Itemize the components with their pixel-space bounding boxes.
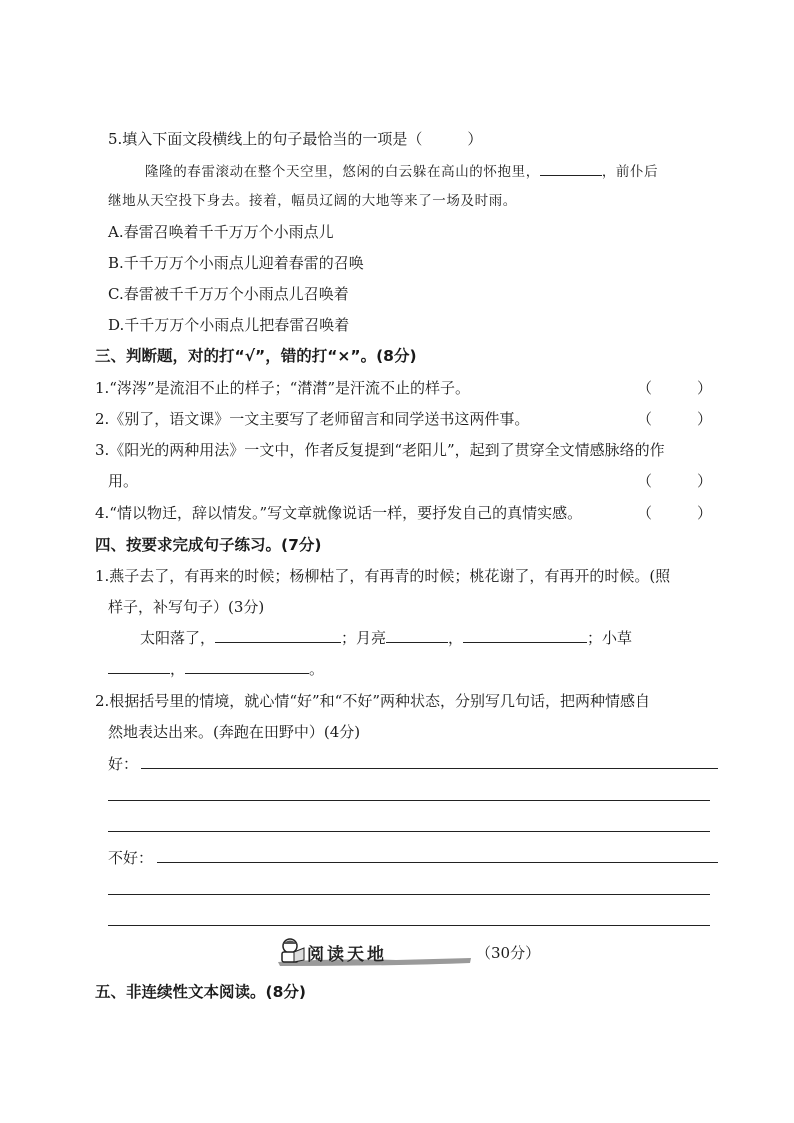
- judge-item-2: 2.《别了，语文课》一文主要写了老师留言和同学送书这两件事。: [95, 410, 530, 428]
- passage-blank[interactable]: [540, 161, 602, 176]
- section4-title: 四、按要求完成句子练习。(7分): [95, 536, 322, 554]
- good-label: 好：: [108, 755, 139, 773]
- q5-option-b[interactable]: B.千千万万个小雨点儿迎着春雷的召唤: [108, 254, 364, 272]
- fill-blank-3[interactable]: [463, 628, 587, 643]
- fill-comma-2: ，: [170, 660, 186, 678]
- fill-blank-4[interactable]: [108, 659, 170, 674]
- judge-answer-1[interactable]: （ ）: [637, 379, 713, 397]
- bad-label: 不好：: [108, 849, 154, 867]
- fill-period: 。: [309, 660, 325, 678]
- bad-answer-line-1[interactable]: [157, 862, 718, 863]
- judge-item-4: 4.“情以物迁，辞以情发。”写文章就像说话一样，要抒发自己的真情实感。: [95, 504, 583, 522]
- judge-answer-4[interactable]: （ ）: [637, 504, 713, 522]
- good-answer-line-1[interactable]: [141, 768, 718, 769]
- fill-comma: ，: [448, 629, 464, 647]
- fill-blank-5[interactable]: [185, 659, 309, 674]
- good-answer-line-3[interactable]: [108, 831, 710, 832]
- s4-q1-fill-line2: [108, 659, 324, 679]
- judge-answer-2[interactable]: （ ）: [637, 410, 713, 428]
- passage-text-a: 隆隆的春雷滚动在整个天空里，悠闲的白云躲在高山的怀抱里，: [145, 164, 540, 180]
- s4-q1-line2: 样子，补写句子）(3分): [108, 598, 265, 616]
- q5-stem: 5.填入下面文段横线上的句子最恰当的一项是（ ）: [108, 130, 483, 148]
- q5-option-a[interactable]: A.春雷召唤着千千万万个小雨点儿: [108, 223, 334, 241]
- banner-score: （30分）: [476, 944, 541, 962]
- q5-passage-line1: [145, 161, 658, 182]
- s4-q1-fill-line1: [140, 628, 632, 648]
- reading-banner: [276, 936, 546, 968]
- q5-option-c[interactable]: C.春雷被千千万万个小雨点儿召唤着: [108, 285, 349, 303]
- judge-answer-3[interactable]: （ ）: [637, 472, 713, 490]
- fill-text-grass: ；小草: [587, 629, 633, 647]
- fill-blank-2[interactable]: [386, 628, 448, 643]
- bad-answer-line-3[interactable]: [108, 925, 710, 926]
- fill-text-moon: ；月亮: [341, 629, 387, 647]
- judge-item-3-cont: 用。: [108, 472, 139, 490]
- bad-answer-line-2[interactable]: [108, 894, 710, 895]
- fill-blank-1[interactable]: [215, 628, 341, 643]
- s4-q2-line1: 2.根据括号里的情境，就心情“好”和“不好”两种状态，分别写几句话，把两种情感自: [95, 692, 650, 710]
- banner-title: 阅读天地: [307, 945, 387, 965]
- q5-passage-line2: 继地从天空投下身去。接着，幅员辽阔的大地等来了一场及时雨。: [108, 193, 517, 209]
- judge-item-1: 1.“涔涔”是流泪不止的样子；“潸潸”是汗流不止的样子。: [95, 379, 470, 397]
- q5-option-d[interactable]: D.千千万万个小雨点儿把春雷召唤着: [108, 316, 350, 334]
- good-answer-line-2[interactable]: [108, 800, 710, 801]
- fill-text-sun: 太阳落了，: [140, 629, 216, 647]
- s4-q1-line1: 1.燕子去了，有再来的时候；杨柳枯了，有再青的时候；桃花谢了，有再开的时候。(照: [95, 567, 671, 585]
- judge-item-3: 3.《阳光的两种用法》一文中，作者反复提到“老阳儿”，起到了贯穿全文情感脉络的作: [95, 441, 665, 459]
- section3-title: 三、判断题，对的打“√”，错的打“×”。(8分): [95, 347, 417, 365]
- passage-text-b: ，前仆后: [601, 164, 659, 180]
- section5-title: 五、非连续性文本阅读。(8分): [95, 983, 306, 1001]
- s4-q2-line2: 然地表达出来。(奔跑在田野中）(4分): [108, 723, 361, 741]
